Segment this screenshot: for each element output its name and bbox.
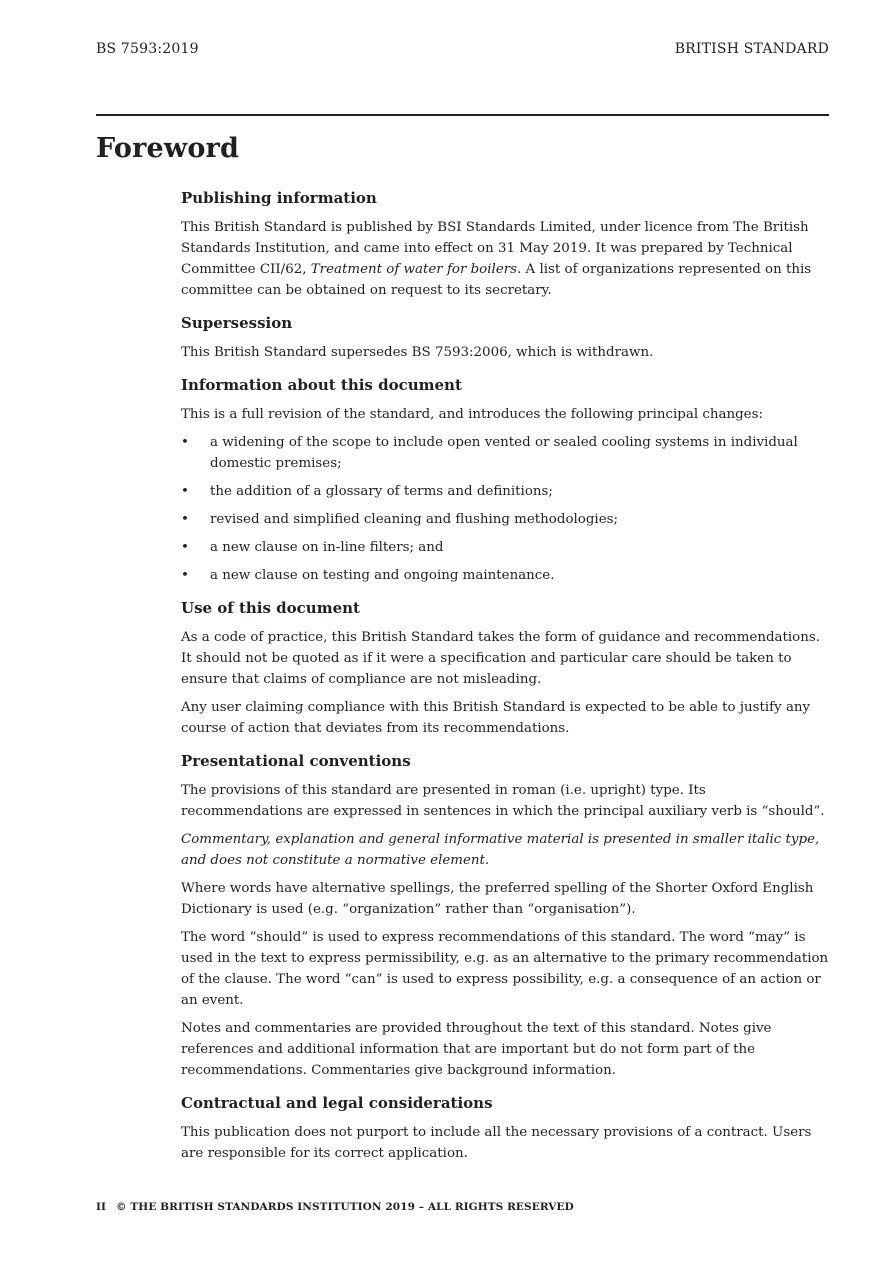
standard-number: BS 7593:2019 <box>96 41 199 57</box>
bullet-icon: • <box>181 540 189 555</box>
heading-presentational-conventions: Presentational conventions <box>181 752 411 770</box>
page-footer <box>96 1201 574 1213</box>
standard-type: BRITISH STANDARD <box>674 41 829 57</box>
heading-use-of-document: Use of this document <box>181 599 360 617</box>
use-text-line-1: As a code of practice, this British Standard takes the form of guidance and recommendations. <box>181 630 820 645</box>
paragraph-legal: This publication does not purport to include all the necessary provisions of a contract. Users are responsible for its correct application. <box>181 1125 812 1161</box>
paragraph-supersession: This British Standard supersedes BS 7593:2006, which is withdrawn. <box>181 345 654 360</box>
publishing-text-a: This British Standard is published by BSI Standards Limited, under licence from The British Standards Institution, and came into effect on 31 May 2019. It was prepared by Technical Committee CII/62, <box>181 220 809 277</box>
page-number: II <box>96 1201 107 1213</box>
paragraph-use-2: Any user claiming compliance with this British Standard is expected to be able to justify any course of action that deviates from its recommendations. <box>181 700 811 736</box>
list-item-text: a widening of the scope to include open vented or sealed cooling systems in individual domestic premises; <box>210 435 798 471</box>
bullet-icon: • <box>181 484 189 499</box>
list-item <box>181 481 831 502</box>
bullet-icon: • <box>181 512 189 527</box>
paragraph-conventions-1: The provisions of this standard are presented in roman (i.e. upright) type. Its recommendations are expressed in sentences in which the principal auxiliary verb is “should”. <box>181 783 825 819</box>
bullet-icon: • <box>181 435 189 450</box>
paragraph-use-1 <box>181 627 831 690</box>
heading-publishing-information: Publishing information <box>181 189 377 207</box>
principal-changes-list <box>181 432 831 586</box>
list-item-text: the addition of a glossary of terms and definitions; <box>210 484 553 499</box>
bullet-icon: • <box>181 568 189 583</box>
paragraph-conventions-3: Where words have alternative spellings, the preferred spelling of the Shorter Oxford English Dictionary is used (e.g. “organization” rather than “organisation”). <box>181 881 814 917</box>
page-title: Foreword <box>96 133 240 164</box>
paragraph-conventions-4: The word “should” is used to express recommendations of this standard. The word “may” is used in the text to express permissibility, e.g. as an alternative to the primary recommendation of the clause. The word “can” is used to express possibility, e.g. a consequence of an action or an event. <box>181 930 829 1008</box>
list-item-text: a new clause on testing and ongoing maintenance. <box>210 568 555 583</box>
paragraph-publishing <box>181 217 831 301</box>
list-item <box>181 537 831 558</box>
copyright-notice: © THE BRITISH STANDARDS INSTITUTION 2019 – ALL RIGHTS RESERVED <box>116 1201 574 1213</box>
header-rule <box>96 114 829 116</box>
paragraph-conventions-5: Notes and commentaries are provided throughout the text of this standard. Notes give references and additional information that are important but do not form part of the recommendations. Commentaries give background information. <box>181 1021 772 1078</box>
paragraph-conventions-commentary: Commentary, explanation and general informative material is presented in smaller italic type, and does not constitute a normative element. <box>181 832 820 868</box>
list-item <box>181 565 831 586</box>
heading-supersession: Supersession <box>181 314 293 332</box>
foreword-body <box>181 186 831 1164</box>
publishing-text-b: A list of organizations represented on this committee can be obtained on request to its secretary. <box>181 262 812 298</box>
heading-contractual-legal: Contractual and legal considerations <box>181 1094 493 1112</box>
list-item-text: a new clause on in-line filters; and <box>210 540 444 555</box>
list-item-text: revised and simplified cleaning and flushing methodologies; <box>210 512 619 527</box>
paragraph-information: This is a full revision of the standard, and introduces the following principal changes: <box>181 407 763 422</box>
list-item <box>181 432 831 474</box>
heading-information-about-document: Information about this document <box>181 376 462 394</box>
list-item <box>181 509 831 530</box>
committee-title: Treatment of water for boilers. <box>310 262 522 277</box>
use-text-line-2: It should not be quoted as if it were a specification and particular care should be taken to ensure that claims of compliance are not misleading. <box>181 651 792 687</box>
running-header <box>96 41 829 61</box>
